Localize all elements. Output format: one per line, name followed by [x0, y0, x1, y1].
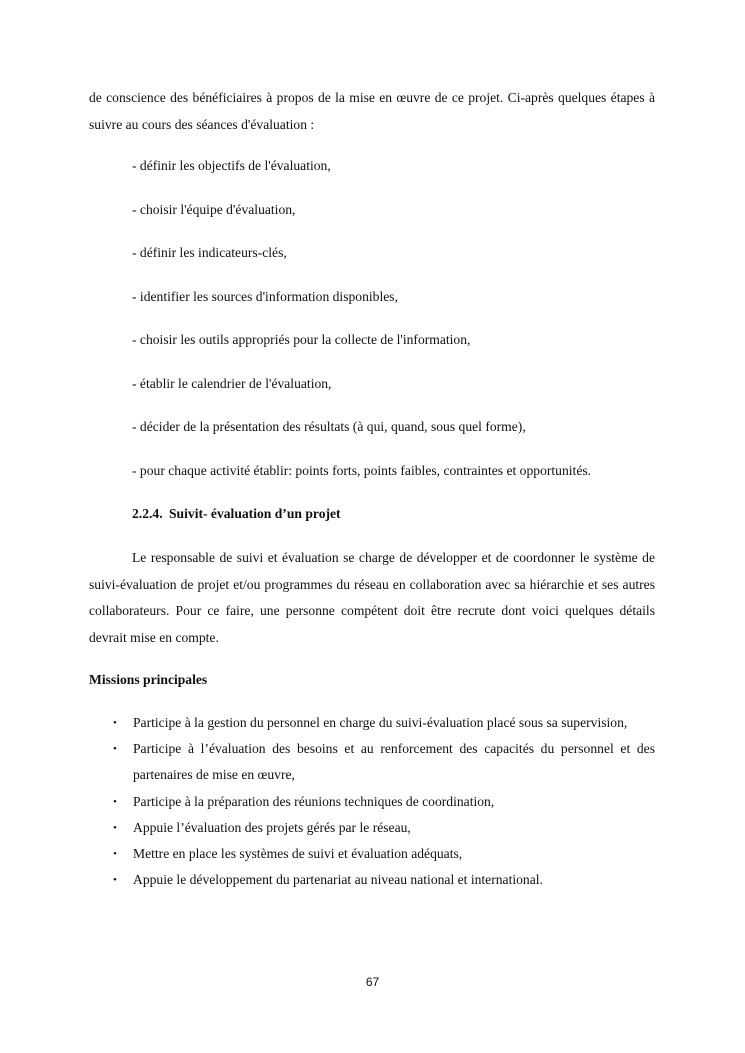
- step-item: - décider de la présentation des résultats (à qui, quand, sous quel forme),: [132, 419, 526, 434]
- bullet-icon: •: [113, 848, 117, 861]
- list-item-text: Appuie le développement du partenariat au niveau national et international.: [133, 872, 543, 888]
- section-paragraph: Le responsable de suivi et évaluation se charge de développer et de coordonner le système de suivi-évaluation de projet et/ou programmes du réseau en collaboration avec sa hiérarchie et ses autres collaborateurs. Pour ce faire, une personne compétent doit être recrute dont voici quelques détails devrait mise en compte.: [89, 550, 655, 645]
- step-item: - choisir les outils appropriés pour la collecte de l'information,: [132, 332, 471, 347]
- page-number: 67: [365, 975, 380, 989]
- list-item: [89, 736, 655, 788]
- list-item: [89, 789, 655, 815]
- step-item: - définir les objectifs de l'évaluation,: [132, 158, 331, 173]
- list-item: [89, 815, 655, 841]
- step-item: - pour chaque activité établir: points forts, points faibles, contraintes et opportunités.: [132, 463, 592, 478]
- section-title: Suivit- évaluation d’un projet: [169, 506, 341, 521]
- bullet-icon: •: [113, 743, 117, 756]
- list-item: [89, 710, 655, 736]
- missions-list: [89, 710, 655, 893]
- list-item-text: Participe à la gestion du personnel en charge du suivi-évaluation placé sous sa supervision,: [133, 715, 628, 730]
- bullet-icon: •: [113, 821, 117, 834]
- section-heading: [132, 504, 341, 524]
- bullet-icon: •: [113, 717, 117, 729]
- step-item: - établir le calendrier de l'évaluation,: [132, 376, 332, 391]
- list-item-text: Mettre en place les systèmes de suivi et évaluation adéquats,: [133, 846, 463, 862]
- intro-paragraph: de conscience des bénéficiaires à propos de la mise en œuvre de ce projet. Ci-après quelques étapes à suivre au cours des séances d'évaluation :: [89, 90, 655, 132]
- list-item-text: Participe à l’évaluation des besoins et au renforcement des capacités du personnel et des partenaires de mise en œuvre,: [133, 741, 655, 783]
- bullet-icon: •: [113, 795, 117, 808]
- list-item-text: Participe à la préparation des réunions techniques de coordination,: [133, 793, 495, 809]
- section-number: 2.2.4.: [132, 506, 163, 521]
- bullet-icon: •: [113, 874, 117, 887]
- missions-title: Missions principales: [89, 672, 208, 687]
- list-item-text: Appuie l’évaluation des projets gérés par le réseau,: [133, 819, 411, 835]
- step-item: - choisir l'équipe d'évaluation,: [132, 202, 296, 217]
- step-item: - identifier les sources d'information disponibles,: [132, 289, 398, 304]
- list-item: [89, 867, 655, 893]
- step-item: - définir les indicateurs-clés,: [132, 245, 287, 260]
- list-item: [89, 841, 655, 867]
